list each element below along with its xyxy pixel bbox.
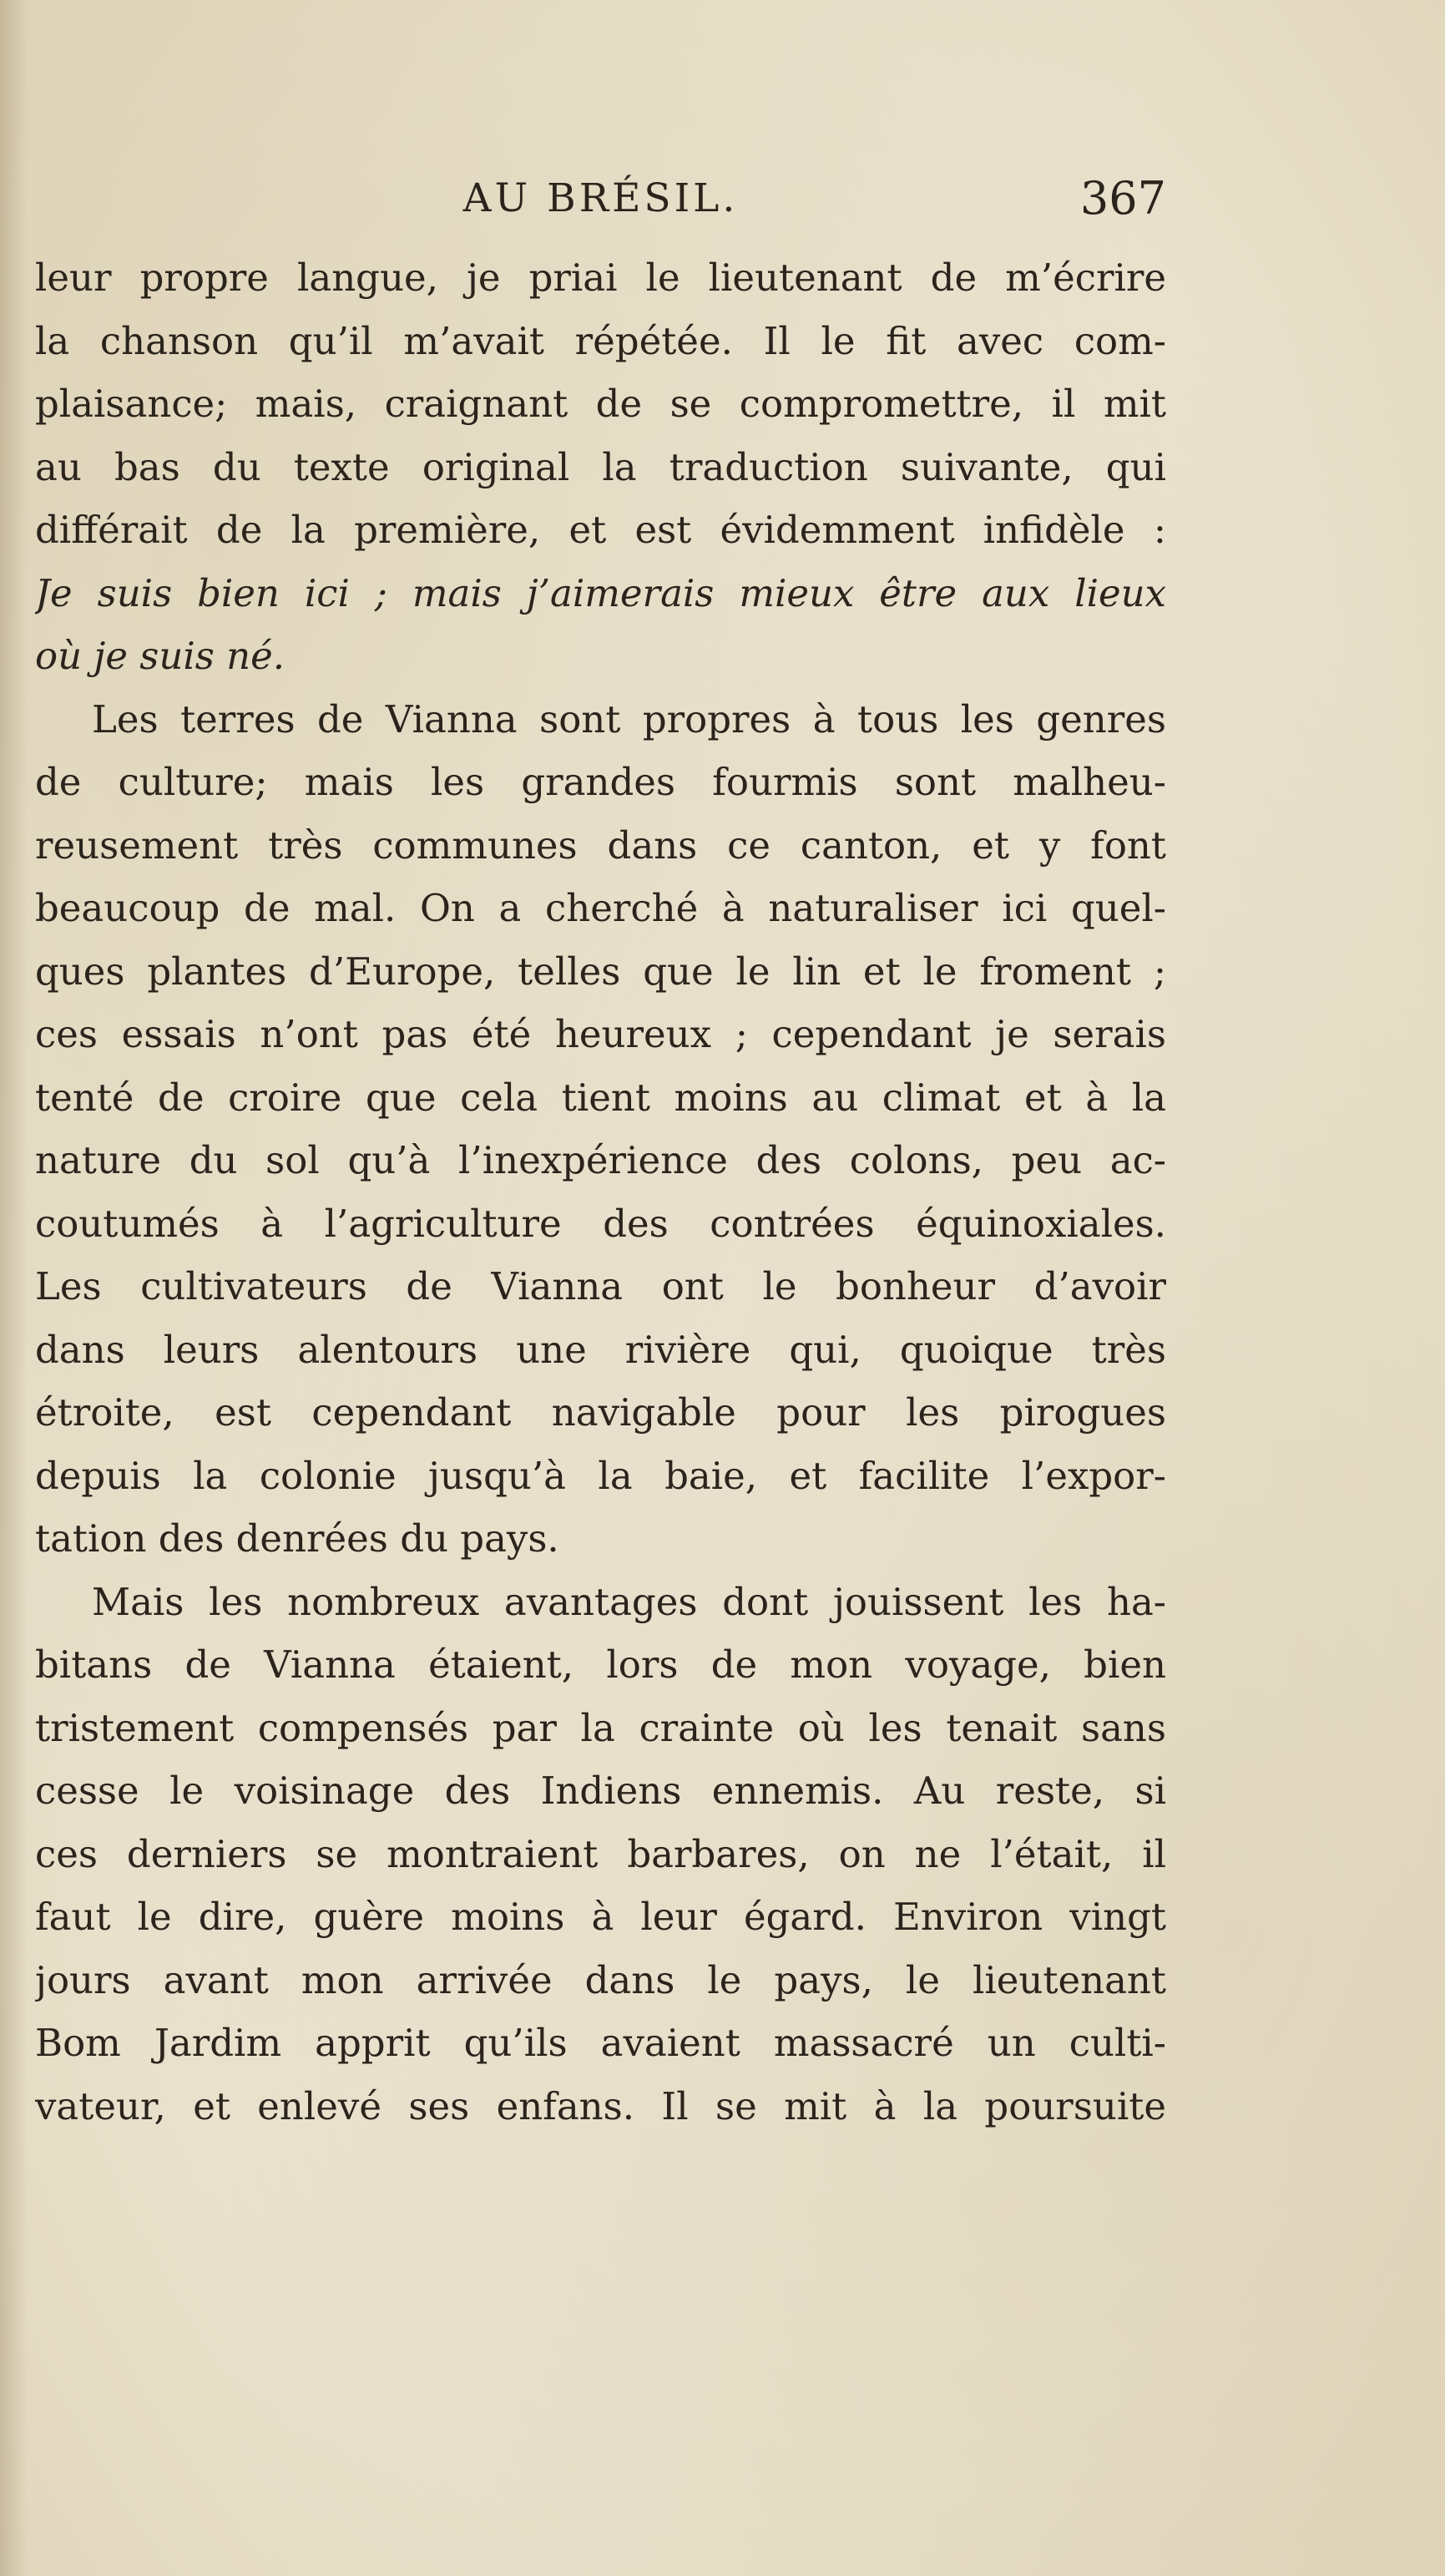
text-line: bitans de Vianna étaient, lors de mon voyage, bien — [35, 1642, 1166, 1687]
text-line: tenté de croire que cela tient moins au climat et à la — [35, 1075, 1166, 1120]
text-line: au bas du texte original la traduction suivante, qui — [35, 444, 1166, 489]
text-line: ques plantes d’Europe, telles que le lin et le froment ; — [35, 949, 1166, 994]
text-line: Les terres de Vianna sont propres à tous les genres — [92, 696, 1166, 741]
page-edge-shadow — [0, 0, 28, 2576]
text-line: Mais les nombreux avantages dont jouissent les ha- — [92, 1579, 1166, 1624]
text-line: cesse le voisinage des Indiens ennemis. Au reste, si — [35, 1769, 1166, 1813]
text-line: leur propre langue, je priai le lieutenant de m’écrire — [35, 256, 1166, 300]
text-line: reusement très communes dans ce canton, et y font — [35, 822, 1166, 868]
text-line: beaucoup de mal. On a cherché à naturaliser ici quel- — [35, 886, 1166, 930]
text-line: tation des denrées du pays. — [35, 1516, 559, 1561]
text-line: différait de la première, et est évidemment infidèle : — [35, 508, 1166, 552]
text-line: depuis la colonie jusqu’à la baie, et facilite l’expor- — [35, 1453, 1166, 1498]
body-text — [35, 246, 1166, 2138]
text-line: plaisance; mais, craignant de se compromettre, il mit — [35, 382, 1166, 426]
text-line: nature du sol qu’à l’inexpérience des colons, peu ac- — [35, 1138, 1166, 1182]
paragraph-3 — [35, 1571, 1166, 2138]
text-line: faut le dire, guère moins à leur égard. Environ vingt — [35, 1895, 1166, 1939]
text-line: jours avant mon arrivée dans le pays, le lieutenant — [35, 1957, 1166, 2002]
quoted-line: Je suis bien ici ; mais j’aimerais mieux être aux lieux — [35, 570, 1166, 615]
text-line: tristement compensés par la crainte où les tenait sans — [35, 1705, 1166, 1750]
text-line: dans leurs alentours une rivière qui, quoique très — [35, 1327, 1166, 1372]
page-number: 367 — [1079, 172, 1166, 225]
paragraph-1 — [35, 246, 1166, 688]
text-line: Les cultivateurs de Vianna ont le bonheur d’avoir — [35, 1264, 1166, 1308]
text-line: la chanson qu’il m’avait répétée. Il le fit avec com- — [35, 318, 1166, 363]
text-line: ces derniers se montraient barbares, on ne l’était, il — [35, 1831, 1166, 1876]
quoted-line: où je suis né. — [35, 634, 285, 678]
text-line: de culture; mais les grandes fourmis sont malheu- — [35, 760, 1166, 804]
running-head — [35, 167, 1166, 242]
text-line: étroite, est cependant navigable pour les pirogues — [35, 1390, 1166, 1435]
text-line: coutumés à l’agriculture des contrées équinoxiales. — [35, 1201, 1166, 1246]
text-line: vateur, et enlevé ses enfans. Il se mit à la poursuite — [35, 2083, 1166, 2128]
text-line: ces essais n’ont pas été heureux ; cependant je serais — [35, 1012, 1166, 1056]
paragraph-2 — [35, 688, 1166, 1571]
running-title: AU BRÉSIL. — [462, 175, 739, 221]
text-line: Bom Jardim apprit qu’ils avaient massacré un culti- — [35, 2021, 1166, 2065]
